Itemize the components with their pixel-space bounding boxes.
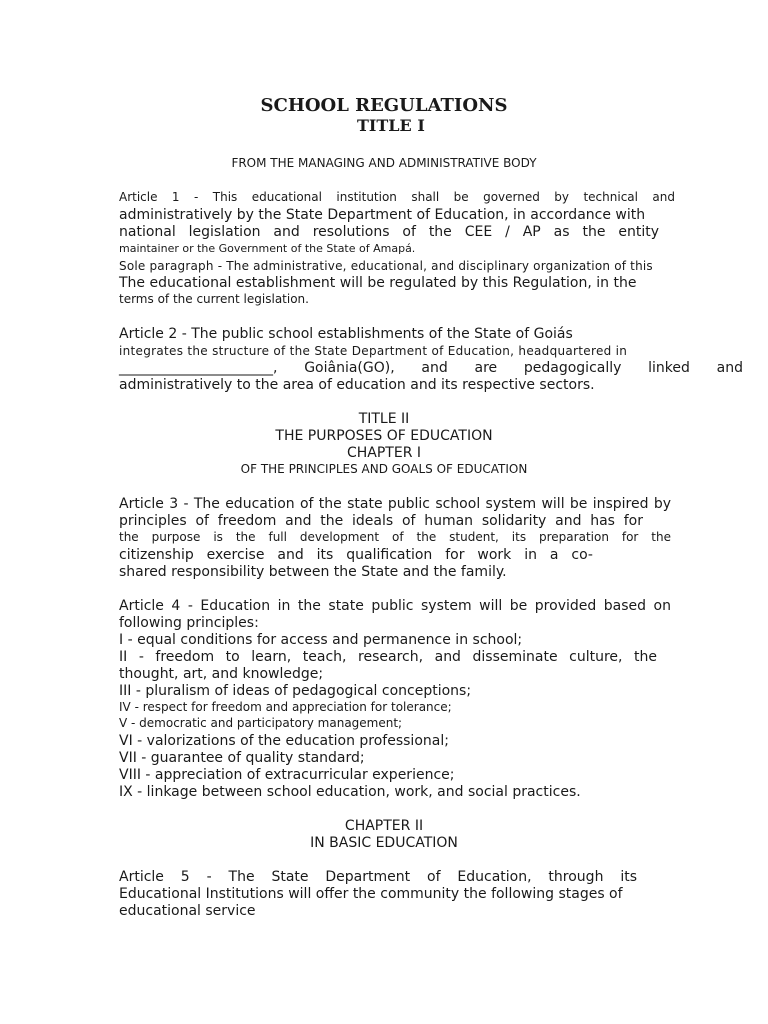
article-2-line: integrates the structure of the State Department of Education, headquartered in: [119, 344, 628, 358]
article-4-line: following principles:: [119, 615, 259, 631]
principle-item: III - pluralism of ideas of pedagogical conceptions;: [119, 683, 472, 699]
principle-item: VII - guarantee of quality standard;: [119, 750, 365, 766]
article-5-line: educational service: [119, 903, 256, 919]
sole-paragraph-line: terms of the current legislation.: [119, 292, 309, 306]
basic-education-heading: IN BASIC EDUCATION: [310, 835, 458, 851]
article-2-line: Article 2 - The public school establishments of the State of Goiás: [119, 326, 573, 342]
title-1-heading: TITLE I: [357, 116, 425, 135]
chapter-1-heading: CHAPTER I: [346, 445, 422, 461]
principle-item: VI - valorizations of the education professional;: [119, 733, 449, 749]
purposes-heading: THE PURPOSES OF EDUCATION: [275, 428, 493, 444]
title-2-heading: TITLE II: [358, 411, 410, 427]
principle-item: thought, art, and knowledge;: [119, 666, 324, 682]
principle-item: IX - linkage between school education, work, and social practices.: [119, 784, 581, 800]
sole-paragraph-line: The educational establishment will be regulated by this Regulation, in the: [119, 275, 637, 291]
principles-heading: OF THE PRINCIPLES AND GOALS OF EDUCATION: [240, 462, 528, 476]
document-title: SCHOOL REGULATIONS: [260, 95, 508, 116]
article-2-line: administratively to the area of education and its respective sectors.: [119, 377, 595, 393]
principle-item: I - equal conditions for access and permanence in school;: [119, 632, 523, 648]
article-1-line: national legislation and resolutions of the CEE / AP as the entity: [119, 224, 659, 240]
article-1-line: administratively by the State Department of Education, in accordance with: [119, 207, 646, 223]
sole-paragraph-line: Sole paragraph - The administrative, educational, and disciplinary organization of this: [119, 259, 653, 273]
principle-item: VIII - appreciation of extracurricular experience;: [119, 767, 455, 783]
article-5-line: Article 5 - The State Department of Education, through its: [119, 869, 637, 885]
article-3-line: principles of freedom and the ideals of human solidarity and has for: [119, 513, 643, 529]
chapter-2-heading: CHAPTER II: [344, 818, 424, 834]
principle-item: II - freedom to learn, teach, research, and disseminate culture, the: [119, 649, 657, 665]
principle-item: IV - respect for freedom and appreciation for tolerance;: [119, 700, 452, 714]
article-2-line: ______________________, Goiânia(GO), and are pedagogically linked and: [119, 360, 743, 376]
article-3-line: citizenship exercise and its qualification for work in a co-: [119, 547, 593, 563]
article-3-line: the purpose is the full development of the student, its preparation for the: [119, 530, 671, 544]
article-4-line: Article 4 - Education in the state public system will be provided based on: [119, 598, 671, 614]
article-3-line: shared responsibility between the State and the family.: [119, 564, 507, 580]
article-1-line: maintainer or the Government of the State of Amapá.: [119, 242, 416, 255]
managing-body-heading: FROM THE MANAGING AND ADMINISTRATIVE BODY: [231, 156, 537, 170]
principle-item: V - democratic and participatory management;: [119, 716, 403, 730]
article-3-line: Article 3 - The education of the state public school system will be inspired by: [119, 496, 671, 512]
article-1-line: Article 1 - This educational institution shall be governed by technical and: [119, 190, 675, 204]
article-5-line: Educational Institutions will offer the community the following stages of: [119, 886, 623, 902]
